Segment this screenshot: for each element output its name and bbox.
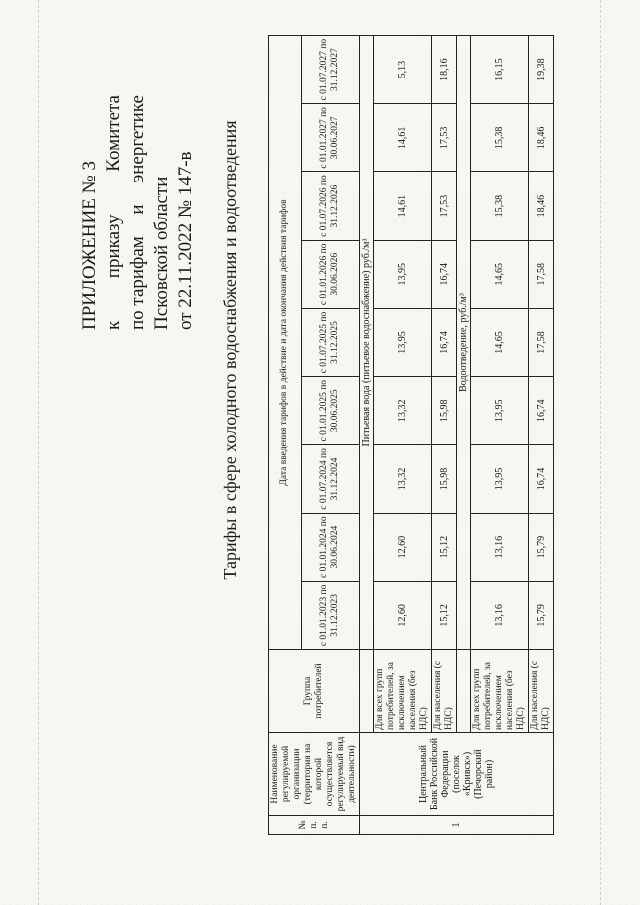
tariff-value: 14,65 [471, 240, 529, 308]
tariff-value: 17,58 [529, 308, 554, 376]
tariff-value: 16,15 [471, 36, 529, 104]
appendix-header [78, 95, 198, 330]
tariff-value: 16,74 [432, 308, 457, 376]
tariff-value: 15,38 [471, 104, 529, 172]
period-header: с 01.01.2026 по 30.06.2026 [301, 240, 359, 308]
tariff-value: 14,65 [471, 308, 529, 376]
tariff-value: 16,74 [432, 240, 457, 308]
tariff-value: 13,16 [471, 581, 529, 649]
appendix-word: к [103, 320, 124, 330]
section-title: Водоотведение, руб./м³ [457, 36, 471, 650]
period-header: с 01.07.2027 по 31.12.2027 [301, 36, 359, 104]
tariff-value: 13,95 [471, 377, 529, 445]
period-header: с 01.07.2024 по 31.12.2024 [301, 445, 359, 513]
group-label: Для всех групп потребителей, за исключением населения (без НДС) [374, 650, 432, 733]
period-header: с 01.01.2024 по 30.06.2024 [301, 513, 359, 581]
group-label: Для населения (с НДС) [432, 650, 457, 733]
table-row [374, 36, 432, 835]
appendix-date: от 22.11.2022 № 147-в [175, 151, 196, 330]
tariff-value: 5,13 [374, 36, 432, 104]
section-row [457, 36, 471, 835]
col-org-header: Наименование регулируемой организации (территория на которой осуществляется регулируемый вид деятельности) [269, 733, 360, 816]
tariff-value: 15,98 [432, 445, 457, 513]
period-header: с 01.07.2025 по 31.12.2025 [301, 308, 359, 376]
tariff-value: 15,79 [529, 581, 554, 649]
tariff-value: 15,38 [471, 172, 529, 240]
tariff-value: 13,95 [374, 308, 432, 376]
tariff-value: 12,60 [374, 513, 432, 581]
group-label: Для населения (с НДС) [529, 650, 554, 733]
section-row [360, 36, 374, 835]
tariff-value: 13,16 [471, 513, 529, 581]
appendix-word: по тарифам [127, 236, 148, 330]
tariff-value: 16,74 [529, 445, 554, 513]
tariff-value: 18,46 [529, 172, 554, 240]
appendix-word: Комитета [103, 95, 124, 172]
tariff-value: 15,12 [432, 513, 457, 581]
col-num-header: № п. п. [269, 816, 360, 835]
section-spacer [457, 650, 471, 733]
section-title: Питьевая вода (питьевое водоснабжение) руб./м³ [360, 36, 374, 650]
period-header: с 01.07.2026 по 31.12.2026 [301, 172, 359, 240]
group-label: Для всех групп потребителей, за исключением населения (без НДС) [471, 650, 529, 733]
appendix-word: и [127, 204, 148, 215]
appendix-line [126, 95, 150, 330]
tariff-value: 14,61 [374, 104, 432, 172]
table-row [471, 36, 529, 835]
appendix-word: приказу [103, 214, 124, 279]
tariff-value: 14,61 [374, 172, 432, 240]
tariff-value: 16,74 [529, 377, 554, 445]
appendix-title: ПРИЛОЖЕНИЕ № 3 [79, 161, 100, 330]
tariff-value: 17,53 [432, 104, 457, 172]
table-row [432, 36, 457, 835]
appendix-region: Псковской области [151, 176, 172, 330]
tariff-value: 18,46 [529, 104, 554, 172]
tariff-value: 18,16 [432, 36, 457, 104]
period-header: с 01.01.2023 по 31.12.2023 [301, 581, 359, 649]
col-group-header: Группа потребителей [269, 650, 360, 733]
row-number: 1 [360, 816, 554, 835]
tariff-value: 12,60 [374, 581, 432, 649]
tariff-value: 19,38 [529, 36, 554, 104]
tariff-value: 13,95 [471, 445, 529, 513]
period-header: с 01.01.2027 по 30.06.2027 [301, 104, 359, 172]
col-dates-header: Дата введения тарифов в действие и дата окончания действия тарифов [269, 36, 302, 650]
appendix-line [102, 95, 126, 330]
tariff-value: 13,95 [374, 240, 432, 308]
tariff-value: 13,32 [374, 377, 432, 445]
tariff-value: 17,53 [432, 172, 457, 240]
appendix-word: энергетике [127, 95, 148, 183]
period-header: с 01.01.2025 по 30.06.2025 [301, 377, 359, 445]
document-title: Тарифы в сфере холодного водоснабжения и водоотведения [220, 120, 240, 580]
tariff-value: 17,58 [529, 240, 554, 308]
section-spacer [360, 650, 374, 733]
tariff-value: 15,98 [432, 377, 457, 445]
tariff-value: 13,32 [374, 445, 432, 513]
header-row-1 [269, 36, 302, 835]
tariff-value: 15,12 [432, 581, 457, 649]
tariffs-table [268, 35, 554, 835]
org-name: Центральный Банк Российской Федерации (поселок «Кривск») (Печорский район) [360, 733, 554, 816]
tariff-value: 15,79 [529, 513, 554, 581]
table-row [529, 36, 554, 835]
